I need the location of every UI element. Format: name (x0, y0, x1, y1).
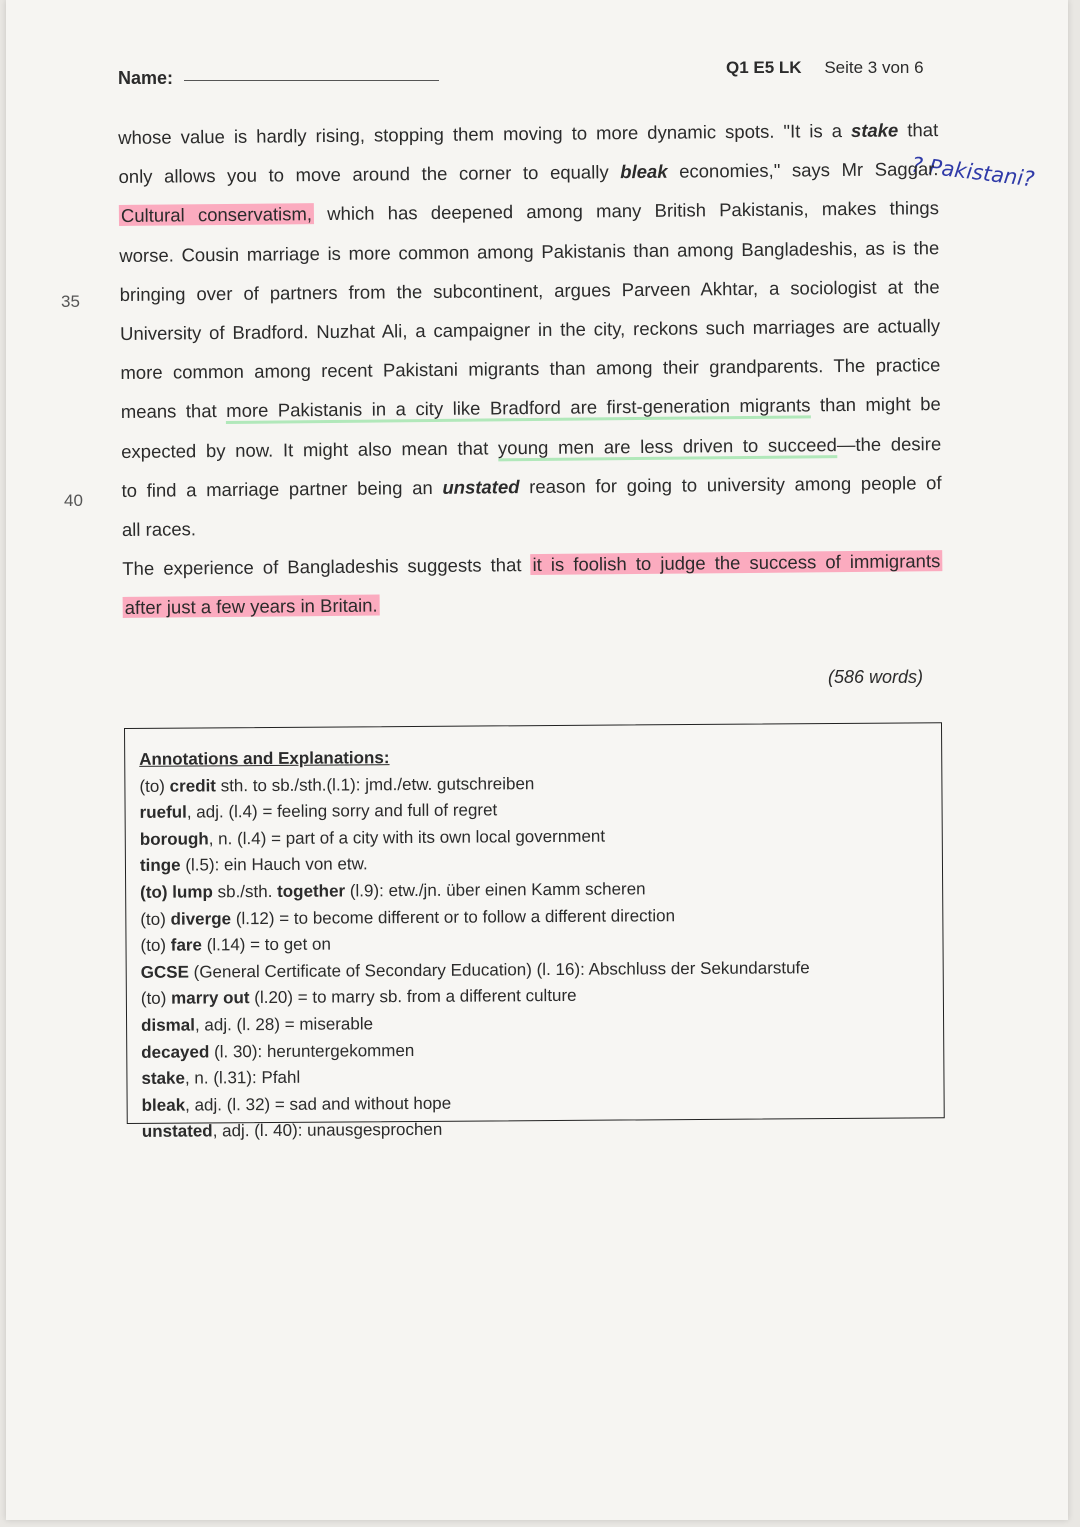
annotation-text: (to) (140, 935, 171, 956)
annotation-text: sth. to sb./sth.(l.1): jmd./etw. gutschreiben (215, 773, 535, 795)
name-label: Name: (118, 68, 174, 88)
page-number: Seite 3 von 6 (824, 58, 924, 77)
annotation-term: bleak (141, 1095, 186, 1115)
annotation-text: sb./sth. (212, 881, 278, 902)
text-segment: only allows you to move around the corner to equally (118, 161, 621, 188)
text-segment: reason for going to university among people of (519, 471, 942, 497)
annotation-text: (l.12) = to become different or to follow a different direction (230, 905, 676, 928)
text-segment: expected by now. It might also mean that (121, 436, 499, 462)
text-segment: The experience of Bangladeshis suggests that (122, 554, 531, 580)
line-number-35: 35 (61, 292, 80, 311)
annotation-text: , adj. (l. 28) = miserable (194, 1014, 374, 1035)
text-segment: whose value is hardly rising, stopping them moving to more dynamic spots. "It is a (118, 119, 852, 148)
highlighted-text: after just a few years in Britain. (124, 594, 378, 619)
annotation-text: , adj. (l.4) = feeling sorry and full of regret (186, 800, 498, 822)
annotation-text: (l. 30): heruntergekommen (209, 1040, 415, 1061)
annotation-text: (l.9): etw./jn. über einen Kamm scheren (345, 879, 646, 901)
annotation-term: decayed (141, 1041, 210, 1062)
annotations-box (124, 722, 945, 1142)
text-segment: which has deepened among many British Pakistanis, makes things (313, 197, 940, 225)
annotation-text: (l.20) = to marry sb. from a different culture (249, 986, 577, 1008)
article-text (118, 110, 943, 627)
text-line (123, 581, 943, 628)
annotation-term: (to) lump (140, 882, 213, 902)
page-header (726, 58, 924, 78)
annotation-term: borough (139, 829, 209, 849)
annotation-text: (General Certificate of Secondary Education) (l. 16): Abschluss der Sekundarstufe (188, 957, 810, 982)
text-segment: means that (120, 400, 227, 423)
annotation-text: (to) (139, 776, 170, 796)
text-segment: that (898, 119, 939, 141)
annotation-item (142, 1114, 930, 1146)
text-segment: all races. (121, 518, 197, 541)
text-line (121, 463, 941, 510)
annotations-title: Annotations and Explanations: (139, 748, 390, 769)
course-code: Q1 E5 LK (726, 58, 802, 77)
annotation-text: (l.14) = to get on (201, 934, 332, 955)
line-number-40: 40 (64, 491, 83, 510)
word-count: (586 words) (828, 667, 924, 687)
highlighted-text: Cultural conservatism, (120, 203, 313, 227)
highlighted-text: it is foolish to judge the success of immigrants (532, 550, 941, 576)
document-page (6, 0, 1068, 1520)
annotation-text: , n. (l.4) = part of a city with its own local government (208, 826, 606, 849)
text-segment: more common among recent Pakistani migrants than among their grandparents. The practice (120, 354, 941, 384)
text-segment: University of Bradford. Nuzhat Ali, a campaigner in the city, reckons such marriages are actually (119, 315, 941, 345)
text-segment: worse. Cousin marriage is more common among Pakistanis than among Bangladeshis, as is the (119, 236, 940, 266)
annotation-term: rueful (139, 802, 187, 823)
annotation-text: (l.5): ein Hauch von etw. (180, 854, 368, 875)
text-segment: than might be (810, 393, 941, 416)
annotation-term: tinge (139, 855, 181, 876)
annotation-term: together (277, 881, 346, 901)
annotation-term: dismal (141, 1015, 196, 1035)
text-segment: —the desire (836, 432, 942, 455)
underlined-text: young men are less driven to succeed (498, 434, 837, 461)
annotation-text: , adj. (l. 40): unausgesprochen (212, 1120, 443, 1141)
annotation-term: unstated (141, 1121, 213, 1142)
annotation-text: (to) (140, 909, 171, 929)
glossary-term: bleak (620, 160, 668, 183)
annotation-term: stake (141, 1068, 185, 1089)
text-segment: to find a marriage partner being an (121, 476, 443, 501)
annotation-term: credit (169, 775, 217, 796)
annotation-text: , adj. (l. 32) = sad and without hope (185, 1093, 452, 1115)
underlined-text: more Pakistanis in a city like Bradford are first-generation migrants (226, 395, 810, 425)
annotation-term: marry out (171, 988, 250, 1009)
annotation-text: (to) (140, 989, 172, 1009)
text-segment: bringing over of partners from the subcontinent, argues Parveen Akhtar, a sociologist at the (119, 275, 940, 305)
glossary-term: stake (850, 119, 899, 141)
annotation-term: fare (170, 935, 203, 955)
annotation-term: GCSE (140, 962, 189, 982)
glossary-term: unstated (442, 475, 520, 498)
name-blank-line (184, 80, 439, 81)
annotation-text: , n. (l.31): Pfahl (184, 1067, 301, 1088)
handwritten-margin-note: ? Pakistani? (909, 152, 1036, 192)
text-segment: economies," says Mr Saggar. (667, 158, 939, 182)
annotation-term: diverge (170, 908, 232, 929)
